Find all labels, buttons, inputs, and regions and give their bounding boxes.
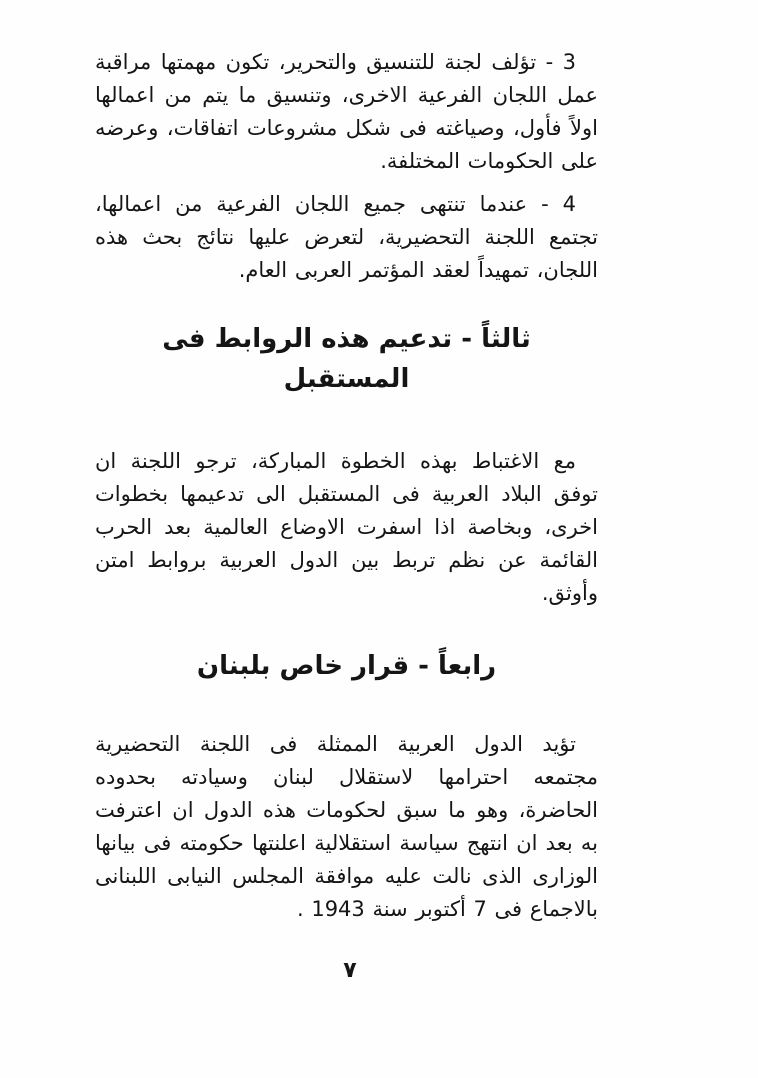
section-heading-third: ثالثاً - تدعيم هذه الروابط فى المستقبل: [162, 324, 531, 394]
numbered-paragraph-4: 4 - عندما تنتهى جميع اللجان الفرعية من اعمالها، تجتمع اللجنة التحضيرية، لتعرض عليها نتائج بحث هذه اللجان، تمهيداً لعقد المؤتمر العربى العام.: [95, 192, 598, 282]
paragraph-future-ties: مع الاغتباط بهذه الخطوة المباركة، ترجو اللجنة ان توفق البلاد العربية فى المستقبل الى تدعيمها بخطوات اخرى، وبخاصة اذا اسفرت الاوضاع العالمية بعد الحرب القائمة عن نظم تربط بين الدول العربية بروابط امتن وأوثق.: [95, 449, 598, 605]
numbered-paragraph-3: 3 - تؤلف لجنة للتنسيق والتحرير، تكون مهمتها مراقبة عمل اللجان الفرعية الاخرى، وتنسيق ما يتم من اعمالها اولاً فأول، وصياغته فى شكل مشروعات اتفاقات، وعرضه على الحكومات المختلفة.: [95, 50, 598, 173]
paragraph-lebanon-resolution: تؤيد الدول العربية الممثلة فى اللجنة التحضيرية مجتمعه احترامها لاستقلال لبنان وسيادته بحدوده الحاضرة، وهو ما سبق لحكومات هذه الدول ان اعترفت به بعد ان انتهج سياسة استقلالية اعلنتها حكومته فى بيانها الوزارى الذى نالت عليه موافقة المجلس النيابى اللبنانى بالاجماع فى 7 أكتوبر سنة 1943 .: [95, 732, 598, 921]
page-number: ٧: [343, 958, 357, 983]
page-text-column: [95, 46, 598, 926]
section-heading-fourth-lebanon: رابعاً - قرار خاص بلبنان: [196, 651, 497, 681]
